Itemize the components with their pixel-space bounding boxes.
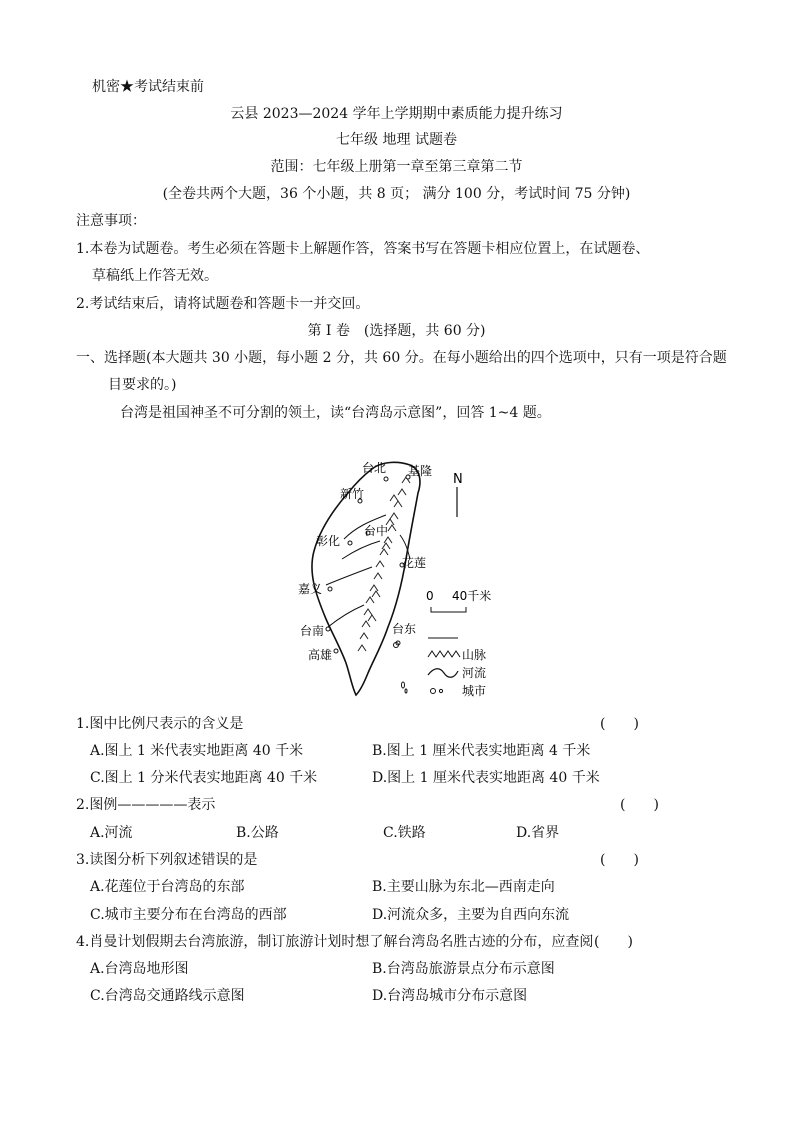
question-group-intro: 台湾是祖国神圣不可分割的领土，读“台湾岛示意图”，回答 1~4 题。 bbox=[120, 405, 551, 421]
question-1-answer-paren: ( ) bbox=[600, 716, 639, 732]
question-4-option-b: B.台湾岛旅游景点分布示意图 bbox=[372, 961, 555, 977]
note-2: 2.考试结束后，请将试题卷和答题卡一并交回。 bbox=[76, 296, 370, 312]
legend-city-label: 城市 bbox=[462, 684, 487, 698]
part-1-title: 第 I 卷 (选择题，共 60 分) bbox=[307, 323, 486, 339]
city-label-hualien: 花莲 bbox=[402, 556, 427, 570]
question-1-stem: 1.图中比例尺表示的含义是 bbox=[76, 716, 244, 732]
legend-river-label: 河流 bbox=[462, 666, 487, 680]
city-label-taichung: 台中 bbox=[364, 524, 389, 538]
confidential-label: 机密★考试结束前 bbox=[92, 79, 204, 95]
exam-subtitle: 七年级 地理 试题卷 bbox=[336, 132, 457, 148]
question-2-option-a: A.河流 bbox=[90, 825, 133, 841]
section-1-line-2: 目要求的。) bbox=[108, 377, 177, 393]
question-3-stem: 3.读图分析下列叙述错误的是 bbox=[76, 852, 258, 868]
city-label-keelung: 基隆 bbox=[408, 464, 433, 478]
section-1-line-1: 一、选择题(本大题共 30 小题，每小题 2 分，共 60 分。在每小题给出的四个选项中，只有一项是符合题 bbox=[76, 350, 727, 366]
city-label-taipei: 台北 bbox=[362, 461, 387, 475]
question-3-option-d: D.河流众多，主要为自西向东流 bbox=[372, 907, 570, 923]
exam-info: (全卷共两个大题，36 个小题，共 8 页； 满分 100 分，考试时间 75 分钟) bbox=[162, 186, 631, 202]
question-1-option-d: D.图上 1 厘米代表实地距离 40 千米 bbox=[372, 770, 600, 786]
question-2-option-c: C.铁路 bbox=[383, 825, 426, 841]
question-3-option-a: A.花莲位于台湾岛的东部 bbox=[90, 879, 245, 895]
taiwan-map bbox=[290, 455, 510, 705]
question-1-option-b: B.图上 1 厘米代表实地距离 4 千米 bbox=[372, 743, 591, 759]
city-label-changhua: 彰化 bbox=[316, 534, 341, 548]
svg-text:N: N bbox=[453, 472, 463, 487]
city-label-kaohsiung: 高雄 bbox=[308, 648, 333, 662]
exam-title: 云县 2023—2024 学年上学期期中素质能力提升练习 bbox=[230, 106, 563, 122]
question-2-option-b: B.公路 bbox=[236, 825, 279, 841]
small-islands bbox=[402, 682, 408, 693]
city-label-taitung: 台东 bbox=[392, 622, 417, 636]
mountain-icon bbox=[428, 651, 460, 657]
question-3-answer-paren: ( ) bbox=[600, 852, 639, 868]
question-3-option-b: B.主要山脉为东北—西南走向 bbox=[372, 879, 555, 895]
question-2-answer-paren: ( ) bbox=[620, 797, 659, 813]
notes-heading: 注意事项： bbox=[76, 213, 146, 229]
legend-mountain-label: 山脉 bbox=[462, 648, 487, 662]
scale-zero: 0 bbox=[426, 589, 434, 603]
scale-bar bbox=[426, 588, 491, 612]
map-legend bbox=[428, 638, 486, 698]
question-4-option-a: A.台湾岛地形图 bbox=[90, 961, 189, 977]
question-4-option-c: C.台湾岛交通路线示意图 bbox=[90, 988, 245, 1004]
question-3-option-c: C.城市主要分布在台湾岛的西部 bbox=[90, 907, 287, 923]
question-4-option-d: D.台湾岛城市分布示意图 bbox=[372, 988, 528, 1004]
note-1-line-1: 1.本卷为试题卷。考生必须在答题卡上解题作答，答案书写在答题卡相应位置上，在试题卷、 bbox=[76, 241, 650, 257]
question-1-option-c: C.图上 1 分米代表实地距离 40 千米 bbox=[90, 770, 318, 786]
north-arrow-icon bbox=[453, 472, 463, 517]
question-4-stem: 4.肖曼计划假期去台湾旅游，制订旅游计划时想了解台湾岛名胜古迹的分布，应查阅 bbox=[76, 934, 594, 950]
question-1-option-a: A.图上 1 米代表实地距离 40 千米 bbox=[90, 743, 304, 759]
city-label-tainan: 台南 bbox=[300, 624, 325, 638]
question-2-stem: 2.图例—————表示 bbox=[76, 797, 216, 813]
scale-value: 40千米 bbox=[452, 589, 492, 603]
note-1-line-2: 草稿纸上作答无效。 bbox=[92, 268, 218, 284]
city-icon bbox=[431, 689, 443, 694]
question-2-option-d: D.省界 bbox=[516, 825, 560, 841]
city-label-hsinchu: 新竹 bbox=[340, 487, 365, 501]
city-label-chiayi: 嘉义 bbox=[298, 582, 323, 596]
river-icon bbox=[428, 669, 458, 678]
question-4-answer-paren: ( ) bbox=[594, 934, 633, 950]
exam-scope: 范围：七年级上册第一章至第三章第二节 bbox=[270, 159, 523, 175]
